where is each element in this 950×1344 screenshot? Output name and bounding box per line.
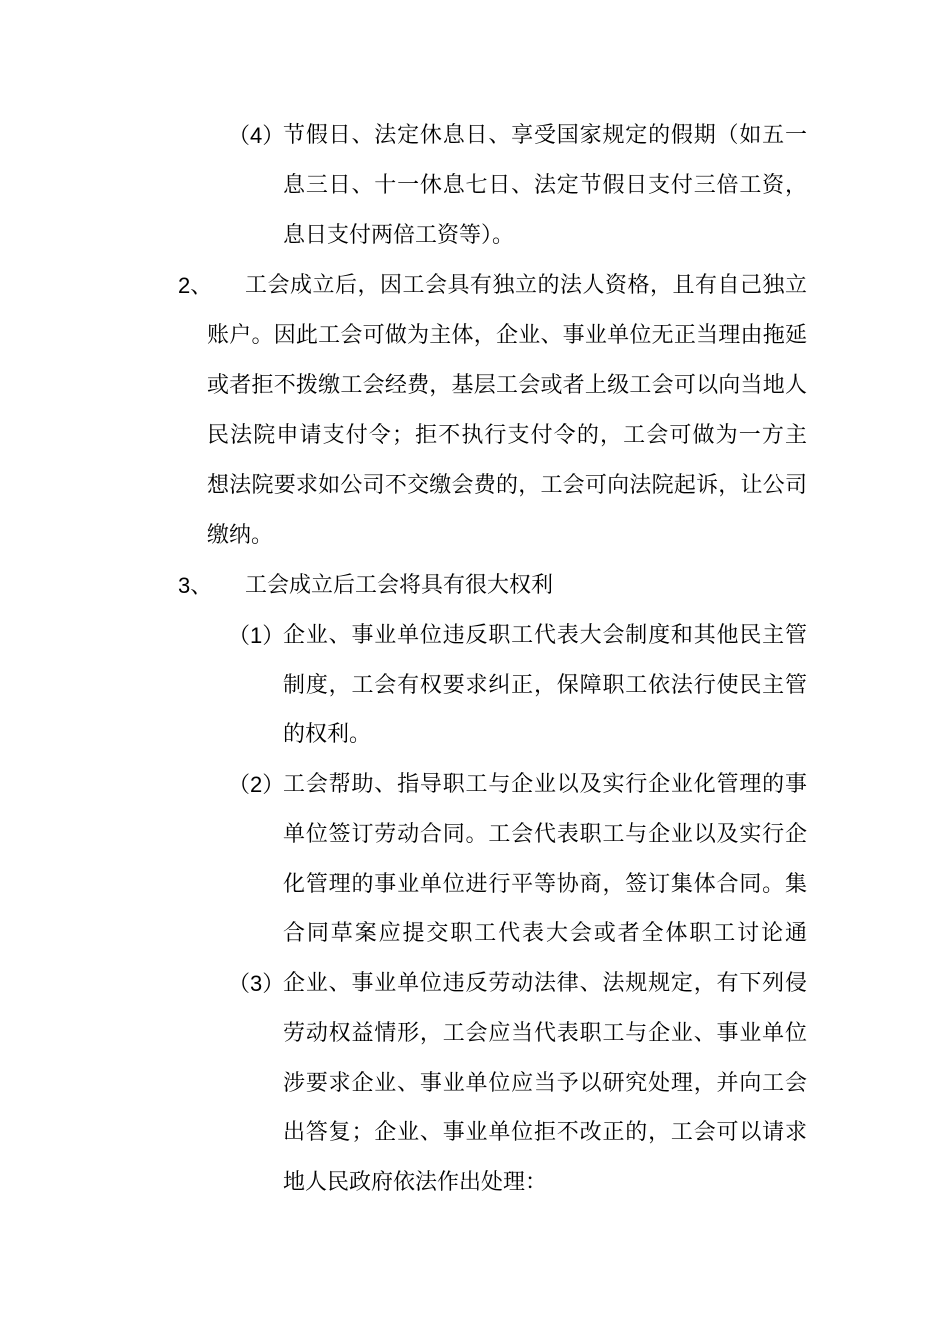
paragraph-line: 合同草案应提交职工代表大会或者全体职工讨论通 xyxy=(283,921,807,946)
paragraph-line: 出答复；企业、事业单位拒不改正的，工会可以请求 xyxy=(283,1120,807,1145)
sub-item-marker: （4） xyxy=(228,123,285,148)
paragraph-line: 缴纳。 xyxy=(207,523,274,548)
paragraph-line: 单位签订劳动合同。工会代表职工与企业以及实行企 xyxy=(283,822,807,847)
point-number: 2、 xyxy=(178,273,213,298)
paragraph-line: 化管理的事业单位进行平等协商，签订集体合同。集 xyxy=(283,872,807,897)
point-number: 3、 xyxy=(178,573,213,598)
paragraph-line: 民法院申请支付令；拒不执行支付令的，工会可做为一方主 xyxy=(207,423,807,448)
paragraph-line: 工会帮助、指导职工与企业以及实行企业化管理的事 xyxy=(283,772,807,797)
sub-item-marker: （2） xyxy=(228,772,285,797)
sub-item-marker: （3） xyxy=(228,971,285,996)
paragraph-line: 息日支付两倍工资等）。 xyxy=(283,223,515,248)
paragraph-line: 或者拒不拨缴工会经费，基层工会或者上级工会可以向当地人 xyxy=(207,373,807,398)
point-heading: 工会成立后工会将具有很大权利 xyxy=(245,573,554,598)
paragraph-line: 账户。因此工会可做为主体，企业、事业单位无正当理由拖延 xyxy=(207,323,807,348)
paragraph-line: 地人民政府依法作出处理： xyxy=(283,1170,548,1195)
paragraph-line: 企业、事业单位违反职工代表大会制度和其他民主管 xyxy=(283,623,807,648)
paragraph-line: 工会成立后，因工会具有独立的法人资格，且有自己独立 xyxy=(245,273,807,298)
paragraph-line: 节假日、法定休息日、享受国家规定的假期（如五一 xyxy=(283,123,807,148)
paragraph-line: 制度，工会有权要求纠正，保障职工依法行使民主管 xyxy=(283,673,807,698)
paragraph-line: 劳动权益情形，工会应当代表职工与企业、事业单位 xyxy=(283,1021,807,1046)
paragraph-line: 想法院要求如公司不交缴会费的，工会可向法院起诉，让公司 xyxy=(207,473,807,498)
paragraph-line: 企业、事业单位违反劳动法律、法规规定，有下列侵 xyxy=(283,971,807,996)
paragraph-line: 息三日、十一休息七日、法定节假日支付三倍工资， xyxy=(283,173,807,198)
paragraph-line: 的权利。 xyxy=(283,722,372,747)
sub-item-marker: （1） xyxy=(228,623,285,648)
paragraph-line: 涉要求企业、事业单位应当予以研究处理，并向工会 xyxy=(283,1071,807,1096)
